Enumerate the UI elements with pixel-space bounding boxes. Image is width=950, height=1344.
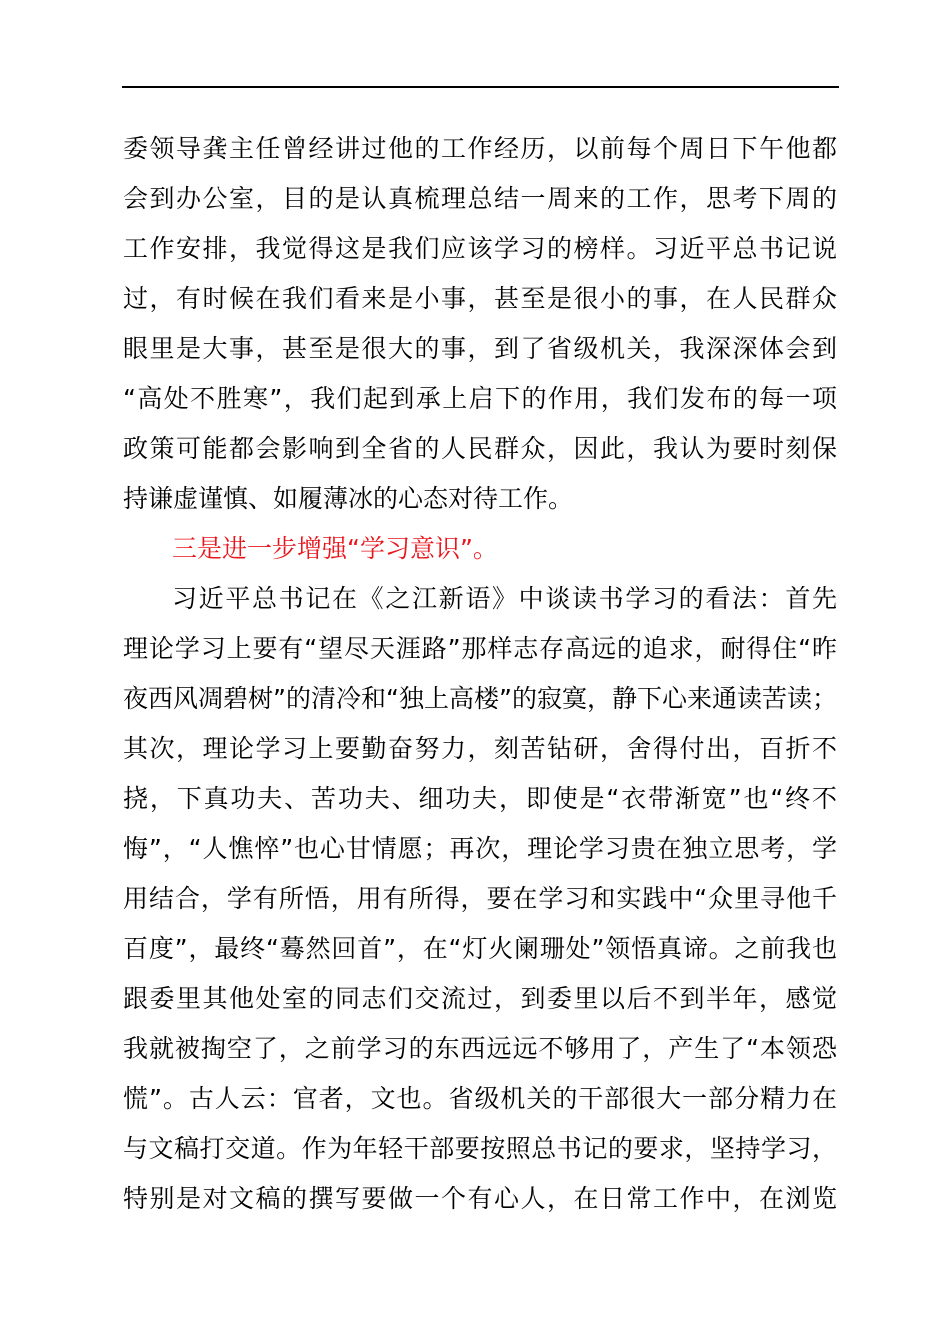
text-line: 我就被掏空了，之前学习的东西远远不够用了，产生了“本领恐 <box>123 1034 837 1063</box>
text-line: 理论学习上要有“望尽天涯路”那样志存高远的追求，耐得住“昨 <box>123 634 837 663</box>
text-line: “高处不胜寒”，我们起到承上启下的作用，我们发布的每一项 <box>123 384 837 413</box>
text-line: 其次，理论学习上要勤奋努力，刻苦钻研，舍得付出，百折不 <box>123 734 837 763</box>
text-line: 用结合，学有所悟，用有所得，要在学习和实践中“众里寻他千 <box>123 884 837 913</box>
text-line: 工作安排，我觉得这是我们应该学习的榜样。习近平总书记说 <box>123 234 837 263</box>
text-line: 百度”，最终“蓦然回首”，在“灯火阑珊处”领悟真谛。之前我也 <box>123 934 837 963</box>
text-line: 特别是对文稿的撰写要做一个有心人，在日常工作中，在浏览 <box>123 1184 837 1213</box>
text-line: 慌”。古人云：官者，文也。省级机关的干部很大一部分精力在 <box>123 1084 837 1113</box>
paragraph-2 <box>123 574 837 1224</box>
text-line: 政策可能都会影响到全省的人民群众，因此，我认为要时刻保 <box>123 434 837 463</box>
text-line: 持谦虚谨慎、如履薄冰的心态对待工作。 <box>123 484 574 513</box>
header-rule <box>122 86 839 88</box>
paragraph-1 <box>123 124 837 524</box>
text-line: 与文稿打交道。作为年轻干部要按照总书记的要求，坚持学习， <box>123 1134 837 1163</box>
text-line: 夜西风凋碧树”的清冷和“独上高楼”的寂寞，静下心来通读苦读； <box>123 684 837 713</box>
text-line: 跟委里其他处室的同志们交流过，到委里以后不到半年，感觉 <box>123 984 837 1013</box>
text-line: 挠，下真功夫、苦功夫、细功夫，即使是“衣带渐宽”也“终不 <box>123 784 837 813</box>
section-heading: 三是进一步增强“学习意识”。 <box>172 534 498 563</box>
text-line: 会到办公室，目的是认真梳理总结一周来的工作，思考下周的 <box>123 184 837 213</box>
text-line: 习近平总书记在《之江新语》中谈读书学习的看法：首先 <box>172 584 837 613</box>
text-line: 过，有时候在我们看来是小事，甚至是很小的事，在人民群众 <box>123 284 837 313</box>
text-line: 委领导龚主任曾经讲过他的工作经历，以前每个周日下午他都 <box>123 134 837 163</box>
document-body <box>123 124 837 1224</box>
text-line: 悔”，“人憔悴”也心甘情愿；再次，理论学习贵在独立思考，学 <box>123 834 837 863</box>
text-line: 眼里是大事，甚至是很大的事，到了省级机关，我深深体会到 <box>123 334 837 363</box>
